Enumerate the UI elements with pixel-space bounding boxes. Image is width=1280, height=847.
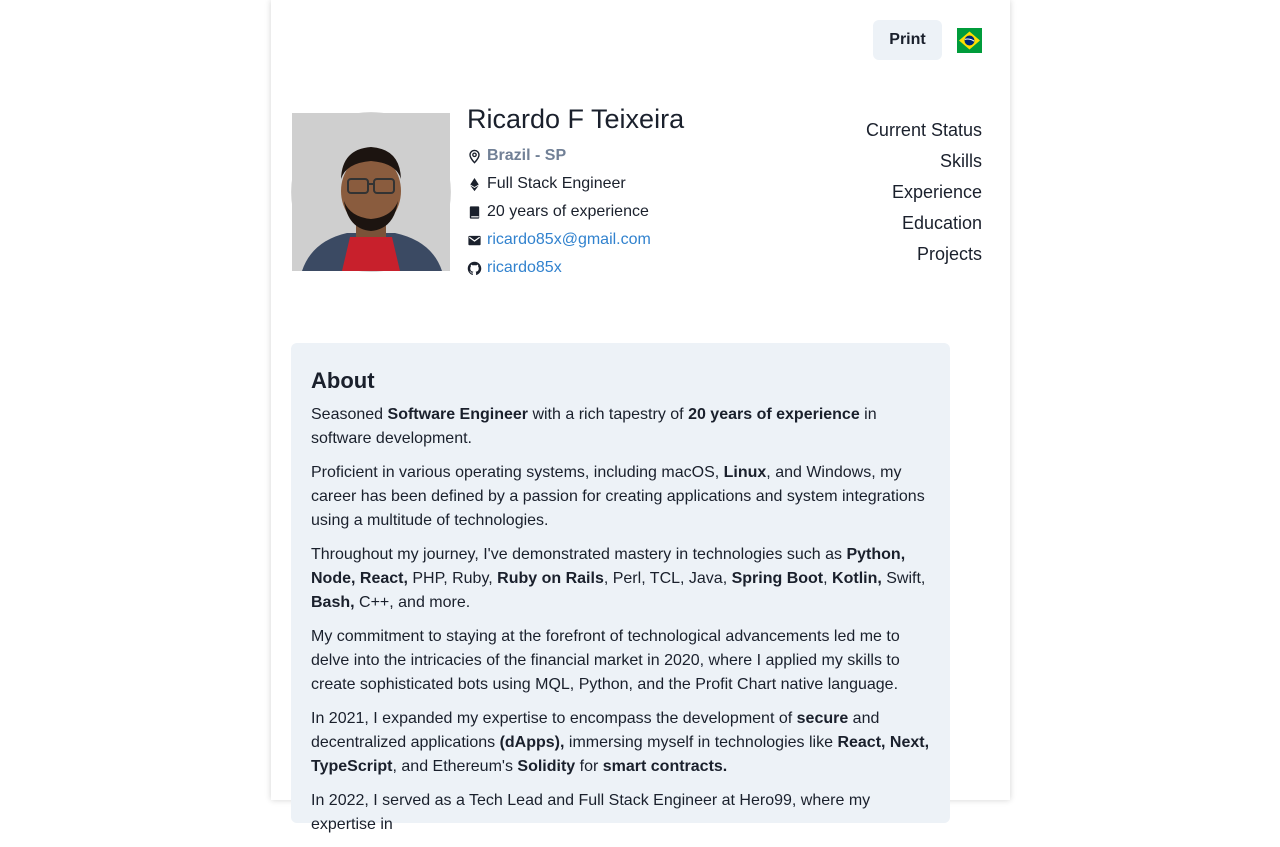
about-text: Seasoned [311,406,388,423]
about-text: Throughout my journey, I've demonstrated mastery in technologies such as [311,546,847,563]
about-text: with a rich tapestry of [528,406,689,423]
ethereum-icon [467,177,482,192]
about-highlight: Python, Node, React, [311,546,906,587]
about-highlight: React, Next, TypeScript [311,734,930,775]
book-icon [467,205,482,220]
about-highlight: Spring Boot [731,570,824,587]
about-highlight: Solidity [517,758,576,775]
about-highlight: Linux [723,464,767,481]
role-row [467,174,626,194]
map-pin-icon [467,149,482,164]
about-highlight: Ruby on Rails [497,570,604,587]
about-text: , [823,570,833,587]
profile-name: Ricardo F Teixeira [467,104,685,134]
github-icon [467,261,482,276]
about-content [311,403,930,847]
avatar [292,113,450,271]
about-highlight: Bash, [311,594,355,611]
about-text: Proficient in various operating systems, including macOS, [311,464,724,481]
about-text: C++, and more. [354,594,471,611]
about-text: immersing myself in technologies like [564,734,838,751]
about-paragraph [311,707,930,779]
resume-page [271,0,1010,833]
print-button[interactable]: Print [873,20,942,60]
nav-skills[interactable]: Skills [939,151,982,171]
about-highlight: (dApps), [499,734,565,751]
brazil-flag-icon[interactable] [957,28,982,53]
about-text: , Perl, TCL, Java, [603,570,732,587]
github-row [467,258,562,278]
about-paragraph [311,543,930,615]
about-paragraph [311,403,930,451]
location-row [467,146,566,166]
location-text: Brazil - SP [487,147,567,164]
about-paragraph [311,461,930,533]
about-highlight: Kotlin, [832,570,882,587]
nav-experience[interactable]: Experience [891,182,982,202]
about-section [291,343,950,833]
mail-icon [467,233,482,248]
about-text: My commitment to staying at the forefront of technological advancements led me to delve into the intricacies of the financial market in 2020, where I applied my skills to create sophisticated bots using MQL, Python, and the Profit Chart native language. [311,628,900,693]
about-title: About [311,368,375,393]
about-paragraph [311,625,930,697]
about-text: and decentralized applications [311,710,880,751]
about-paragraph [311,789,930,837]
about-text: Swift, [881,570,926,587]
about-highlight: smart contracts. [602,758,728,775]
about-text: in software development. [311,406,877,447]
about-highlight: Software Engineer [387,406,528,423]
nav-current-status[interactable]: Current Status [865,120,982,140]
about-highlight: 20 years of experience [688,406,860,423]
email-link[interactable]: ricardo85x@gmail.com [487,231,651,248]
email-row [467,230,651,250]
github-link[interactable]: ricardo85x [487,259,562,276]
experience-row [467,202,649,222]
about-text: , and Ethereum's [392,758,518,775]
about-text: for [575,758,603,775]
about-text: PHP, Ruby, [407,570,498,587]
about-text: In 2022, I served as a Tech Lead and Full Stack Engineer at Hero99, where my expertise in [311,792,871,833]
nav-projects[interactable]: Projects [916,244,982,264]
about-text: In 2021, I expanded my expertise to encompass the development of [311,710,797,727]
role-text: Full Stack Engineer [487,175,626,192]
experience-text: 20 years of experience [487,203,649,220]
section-nav [866,117,982,272]
about-text: , and Windows, my career has been defined by a passion for creating applications and system integrations using a multitude of technologies. [311,464,925,529]
nav-education[interactable]: Education [901,213,982,233]
about-highlight: secure [796,710,849,727]
